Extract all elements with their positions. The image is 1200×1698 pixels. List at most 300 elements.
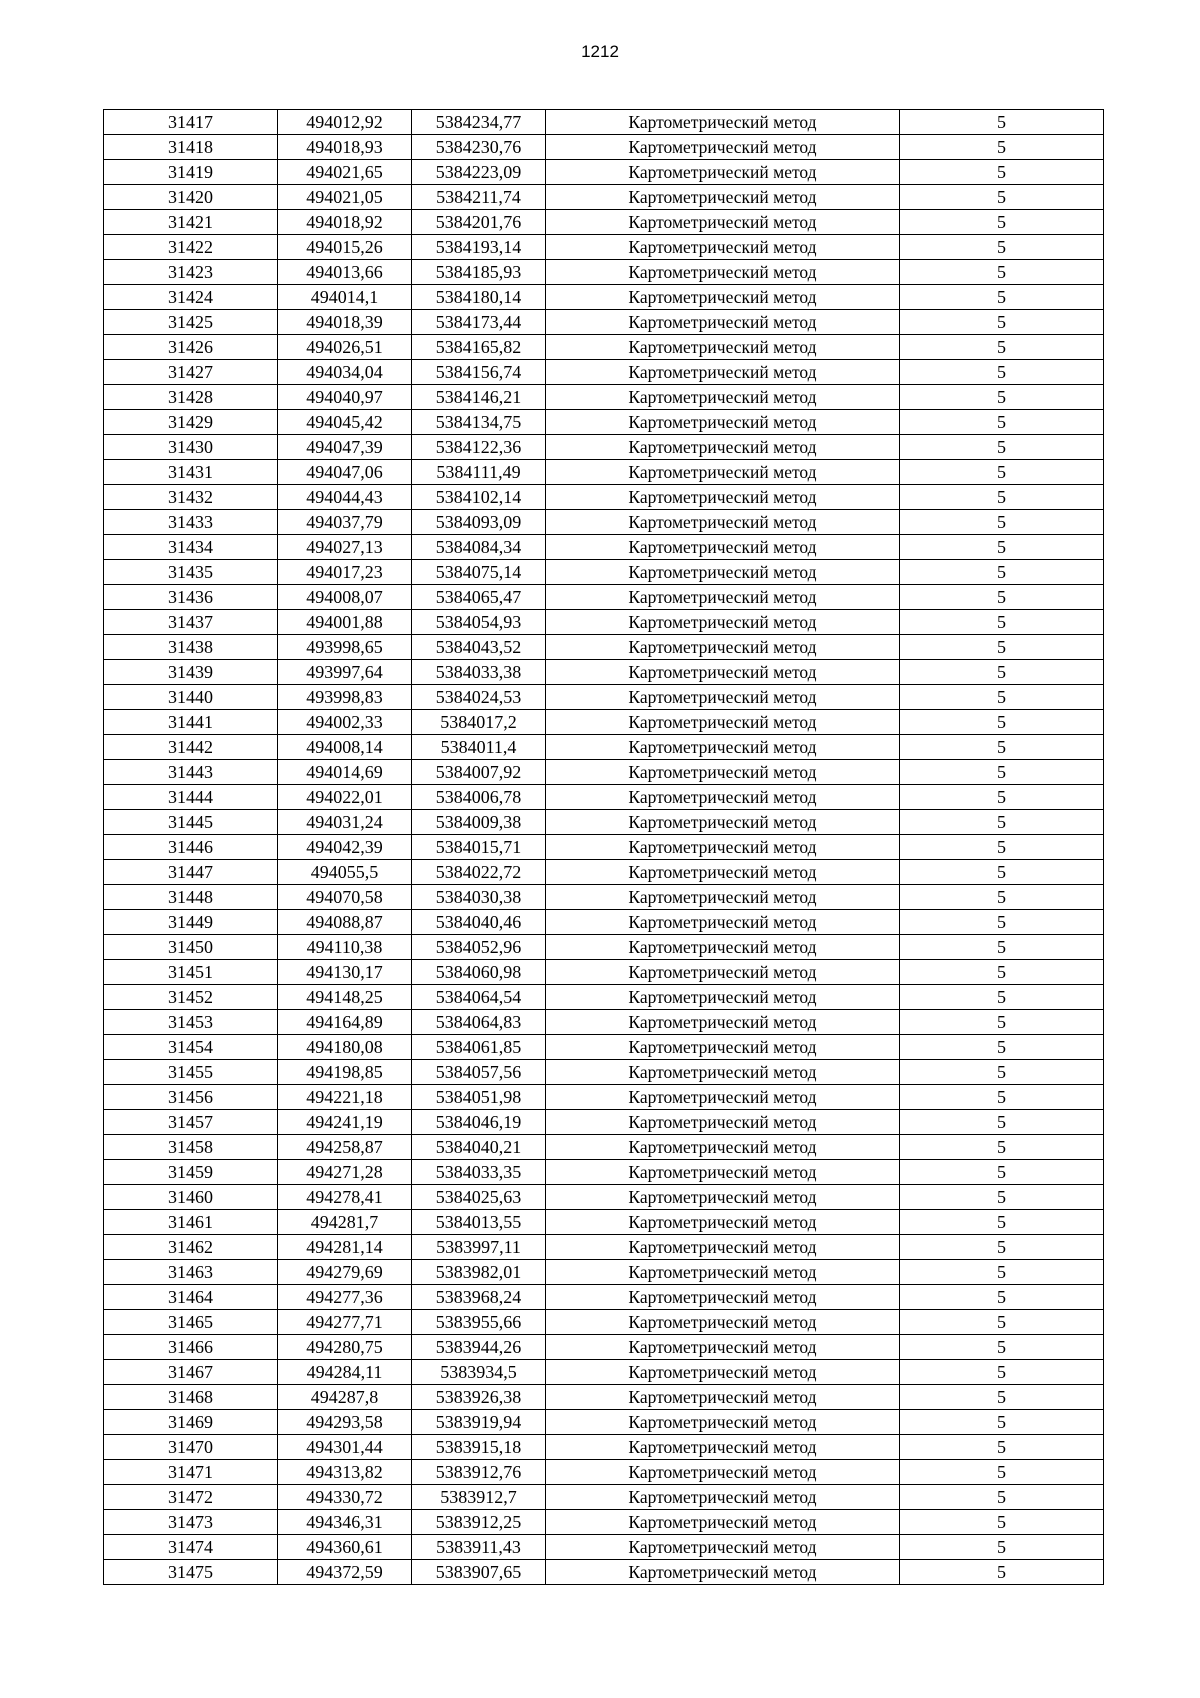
y-coordinate-cell: 5384017,2 [412,710,546,735]
point-number-cell: 31439 [104,660,278,685]
y-coordinate-cell: 5384230,76 [412,135,546,160]
point-number-cell: 31420 [104,185,278,210]
accuracy-cell: 5 [900,760,1104,785]
accuracy-cell: 5 [900,860,1104,885]
x-coordinate-cell: 494021,05 [278,185,412,210]
x-coordinate-cell: 494026,51 [278,335,412,360]
point-number-cell: 31433 [104,510,278,535]
x-coordinate-cell: 494241,19 [278,1110,412,1135]
table-row [104,935,1104,960]
method-cell: Картометрический метод [546,785,900,810]
method-cell: Картометрический метод [546,1185,900,1210]
y-coordinate-cell: 5384075,14 [412,560,546,585]
method-cell: Картометрический метод [546,335,900,360]
accuracy-cell: 5 [900,1310,1104,1335]
x-coordinate-cell: 494130,17 [278,960,412,985]
table-row [104,1460,1104,1485]
point-number-cell: 31438 [104,635,278,660]
method-cell: Картометрический метод [546,1335,900,1360]
method-cell: Картометрический метод [546,660,900,685]
point-number-cell: 31442 [104,735,278,760]
table-row [104,435,1104,460]
page-number: 1212 [581,42,619,61]
x-coordinate-cell: 493998,83 [278,685,412,710]
x-coordinate-cell: 494278,41 [278,1185,412,1210]
method-cell: Картометрический метод [546,185,900,210]
table-row [104,835,1104,860]
accuracy-cell: 5 [900,360,1104,385]
table-row [104,560,1104,585]
x-coordinate-cell: 494055,5 [278,860,412,885]
y-coordinate-cell: 5384025,63 [412,1185,546,1210]
accuracy-cell: 5 [900,1335,1104,1360]
method-cell: Картометрический метод [546,1385,900,1410]
point-number-cell: 31422 [104,235,278,260]
y-coordinate-cell: 5384185,93 [412,260,546,285]
x-coordinate-cell: 494277,36 [278,1285,412,1310]
x-coordinate-cell: 494021,65 [278,160,412,185]
y-coordinate-cell: 5384015,71 [412,835,546,860]
x-coordinate-cell: 494293,58 [278,1410,412,1435]
point-number-cell: 31421 [104,210,278,235]
method-cell: Картометрический метод [546,560,900,585]
method-cell: Картометрический метод [546,860,900,885]
x-coordinate-cell: 494002,33 [278,710,412,735]
method-cell: Картометрический метод [546,1310,900,1335]
method-cell: Картометрический метод [546,1160,900,1185]
point-number-cell: 31448 [104,885,278,910]
table-row [104,635,1104,660]
y-coordinate-cell: 5383982,01 [412,1260,546,1285]
x-coordinate-cell: 494027,13 [278,535,412,560]
accuracy-cell: 5 [900,910,1104,935]
x-coordinate-cell: 494018,93 [278,135,412,160]
accuracy-cell: 5 [900,1035,1104,1060]
x-coordinate-cell: 494031,24 [278,810,412,835]
point-number-cell: 31426 [104,335,278,360]
y-coordinate-cell: 5384093,09 [412,510,546,535]
point-number-cell: 31452 [104,985,278,1010]
point-number-cell: 31458 [104,1135,278,1160]
accuracy-cell: 5 [900,635,1104,660]
method-cell: Картометрический метод [546,1110,900,1135]
point-number-cell: 31432 [104,485,278,510]
y-coordinate-cell: 5384024,53 [412,685,546,710]
table-row [104,960,1104,985]
accuracy-cell: 5 [900,485,1104,510]
table-row [104,235,1104,260]
method-cell: Картометрический метод [546,1210,900,1235]
table-row [104,160,1104,185]
method-cell: Картометрический метод [546,1135,900,1160]
point-number-cell: 31436 [104,585,278,610]
table-row [104,1235,1104,1260]
table-row [104,785,1104,810]
point-number-cell: 31443 [104,760,278,785]
point-number-cell: 31428 [104,385,278,410]
accuracy-cell: 5 [900,1510,1104,1535]
point-number-cell: 31435 [104,560,278,585]
point-number-cell: 31449 [104,910,278,935]
accuracy-cell: 5 [900,160,1104,185]
accuracy-cell: 5 [900,1535,1104,1560]
point-number-cell: 31462 [104,1235,278,1260]
method-cell: Картометрический метод [546,985,900,1010]
table-row [104,535,1104,560]
y-coordinate-cell: 5384065,47 [412,585,546,610]
x-coordinate-cell: 494360,61 [278,1535,412,1560]
x-coordinate-cell: 494017,23 [278,560,412,585]
accuracy-cell: 5 [900,1210,1104,1235]
accuracy-cell: 5 [900,610,1104,635]
table-row [104,1010,1104,1035]
y-coordinate-cell: 5383915,18 [412,1435,546,1460]
table-row [104,1135,1104,1160]
method-cell: Картометрический метод [546,385,900,410]
point-number-cell: 31459 [104,1160,278,1185]
accuracy-cell: 5 [900,310,1104,335]
y-coordinate-cell: 5384122,36 [412,435,546,460]
accuracy-cell: 5 [900,585,1104,610]
table-row [104,385,1104,410]
table-row [104,1285,1104,1310]
y-coordinate-cell: 5383968,24 [412,1285,546,1310]
table-row [104,1485,1104,1510]
x-coordinate-cell: 494280,75 [278,1335,412,1360]
accuracy-cell: 5 [900,1185,1104,1210]
x-coordinate-cell: 493997,64 [278,660,412,685]
y-coordinate-cell: 5384165,82 [412,335,546,360]
method-cell: Картометрический метод [546,1485,900,1510]
x-coordinate-cell: 494013,66 [278,260,412,285]
method-cell: Картометрический метод [546,1085,900,1110]
method-cell: Картометрический метод [546,935,900,960]
point-number-cell: 31427 [104,360,278,385]
x-coordinate-cell: 494022,01 [278,785,412,810]
y-coordinate-cell: 5384211,74 [412,185,546,210]
method-cell: Картометрический метод [546,360,900,385]
y-coordinate-cell: 5384043,52 [412,635,546,660]
y-coordinate-cell: 5383926,38 [412,1385,546,1410]
x-coordinate-cell: 494301,44 [278,1435,412,1460]
y-coordinate-cell: 5383955,66 [412,1310,546,1335]
method-cell: Картометрический метод [546,585,900,610]
accuracy-cell: 5 [900,685,1104,710]
accuracy-cell: 5 [900,935,1104,960]
method-cell: Картометрический метод [546,885,900,910]
accuracy-cell: 5 [900,1410,1104,1435]
method-cell: Картометрический метод [546,260,900,285]
y-coordinate-cell: 5384054,93 [412,610,546,635]
accuracy-cell: 5 [900,1060,1104,1085]
table-row [104,585,1104,610]
accuracy-cell: 5 [900,260,1104,285]
method-cell: Картометрический метод [546,485,900,510]
x-coordinate-cell: 494018,92 [278,210,412,235]
accuracy-cell: 5 [900,185,1104,210]
x-coordinate-cell: 494198,85 [278,1060,412,1085]
y-coordinate-cell: 5384064,83 [412,1010,546,1035]
method-cell: Картометрический метод [546,1260,900,1285]
y-coordinate-cell: 5384173,44 [412,310,546,335]
method-cell: Картометрический метод [546,160,900,185]
point-number-cell: 31423 [104,260,278,285]
accuracy-cell: 5 [900,135,1104,160]
method-cell: Картометрический метод [546,1435,900,1460]
y-coordinate-cell: 5384134,75 [412,410,546,435]
point-number-cell: 31453 [104,1010,278,1035]
x-coordinate-cell: 494012,92 [278,110,412,135]
accuracy-cell: 5 [900,1085,1104,1110]
accuracy-cell: 5 [900,510,1104,535]
y-coordinate-cell: 5384057,56 [412,1060,546,1085]
y-coordinate-cell: 5383997,11 [412,1235,546,1260]
method-cell: Картометрический метод [546,1285,900,1310]
x-coordinate-cell: 494284,11 [278,1360,412,1385]
y-coordinate-cell: 5384201,76 [412,210,546,235]
point-number-cell: 31469 [104,1410,278,1435]
y-coordinate-cell: 5383912,25 [412,1510,546,1535]
table-row [104,660,1104,685]
y-coordinate-cell: 5384009,38 [412,810,546,835]
x-coordinate-cell: 494018,39 [278,310,412,335]
table-row [104,1185,1104,1210]
y-coordinate-cell: 5384156,74 [412,360,546,385]
y-coordinate-cell: 5384006,78 [412,785,546,810]
accuracy-cell: 5 [900,285,1104,310]
point-number-cell: 31424 [104,285,278,310]
point-number-cell: 31446 [104,835,278,860]
y-coordinate-cell: 5384193,14 [412,235,546,260]
accuracy-cell: 5 [900,1160,1104,1185]
table-row [104,910,1104,935]
method-cell: Картометрический метод [546,535,900,560]
table-row [104,1060,1104,1085]
point-number-cell: 31418 [104,135,278,160]
y-coordinate-cell: 5383934,5 [412,1360,546,1385]
accuracy-cell: 5 [900,335,1104,360]
x-coordinate-cell: 494148,25 [278,985,412,1010]
y-coordinate-cell: 5384180,14 [412,285,546,310]
point-number-cell: 31475 [104,1560,278,1585]
table-row [104,1410,1104,1435]
x-coordinate-cell: 494287,8 [278,1385,412,1410]
table-row [104,1085,1104,1110]
method-cell: Картометрический метод [546,1560,900,1585]
y-coordinate-cell: 5383944,26 [412,1335,546,1360]
method-cell: Картометрический метод [546,1235,900,1260]
table-row [104,710,1104,735]
point-number-cell: 31441 [104,710,278,735]
x-coordinate-cell: 494110,38 [278,935,412,960]
point-number-cell: 31468 [104,1385,278,1410]
accuracy-cell: 5 [900,235,1104,260]
y-coordinate-cell: 5384084,34 [412,535,546,560]
accuracy-cell: 5 [900,110,1104,135]
table-row [104,285,1104,310]
accuracy-cell: 5 [900,1385,1104,1410]
point-number-cell: 31437 [104,610,278,635]
accuracy-cell: 5 [900,710,1104,735]
table-row [104,210,1104,235]
method-cell: Картометрический метод [546,610,900,635]
y-coordinate-cell: 5384060,98 [412,960,546,985]
y-coordinate-cell: 5383911,43 [412,1535,546,1560]
y-coordinate-cell: 5384064,54 [412,985,546,1010]
table-row [104,185,1104,210]
point-number-cell: 31417 [104,110,278,135]
table-row [104,135,1104,160]
y-coordinate-cell: 5384007,92 [412,760,546,785]
point-number-cell: 31464 [104,1285,278,1310]
point-number-cell: 31461 [104,1210,278,1235]
x-coordinate-cell: 494044,43 [278,485,412,510]
point-number-cell: 31466 [104,1335,278,1360]
method-cell: Картометрический метод [546,460,900,485]
method-cell: Картометрический метод [546,1035,900,1060]
point-number-cell: 31447 [104,860,278,885]
table-row [104,810,1104,835]
x-coordinate-cell: 494258,87 [278,1135,412,1160]
x-coordinate-cell: 494037,79 [278,510,412,535]
method-cell: Картометрический метод [546,1460,900,1485]
point-number-cell: 31451 [104,960,278,985]
y-coordinate-cell: 5384046,19 [412,1110,546,1135]
coordinates-table [103,109,1104,1585]
table-row [104,460,1104,485]
point-number-cell: 31470 [104,1435,278,1460]
point-number-cell: 31472 [104,1485,278,1510]
table-row [104,1110,1104,1135]
point-number-cell: 31445 [104,810,278,835]
method-cell: Картометрический метод [546,1010,900,1035]
x-coordinate-cell: 494040,97 [278,385,412,410]
accuracy-cell: 5 [900,435,1104,460]
x-coordinate-cell: 494281,7 [278,1210,412,1235]
x-coordinate-cell: 494088,87 [278,910,412,935]
table-row [104,510,1104,535]
accuracy-cell: 5 [900,885,1104,910]
accuracy-cell: 5 [900,1135,1104,1160]
table-row [104,610,1104,635]
accuracy-cell: 5 [900,1560,1104,1585]
accuracy-cell: 5 [900,835,1104,860]
y-coordinate-cell: 5384040,21 [412,1135,546,1160]
accuracy-cell: 5 [900,985,1104,1010]
point-number-cell: 31434 [104,535,278,560]
point-number-cell: 31460 [104,1185,278,1210]
table-row [104,110,1104,135]
accuracy-cell: 5 [900,385,1104,410]
accuracy-cell: 5 [900,410,1104,435]
table-row [104,1510,1104,1535]
accuracy-cell: 5 [900,1485,1104,1510]
point-number-cell: 31471 [104,1460,278,1485]
point-number-cell: 31454 [104,1035,278,1060]
method-cell: Картометрический метод [546,635,900,660]
x-coordinate-cell: 493998,65 [278,635,412,660]
table-row [104,1335,1104,1360]
method-cell: Картометрический метод [546,735,900,760]
x-coordinate-cell: 494014,1 [278,285,412,310]
accuracy-cell: 5 [900,1460,1104,1485]
table-row [104,1035,1104,1060]
y-coordinate-cell: 5384033,35 [412,1160,546,1185]
table-row [104,760,1104,785]
y-coordinate-cell: 5384033,38 [412,660,546,685]
y-coordinate-cell: 5384146,21 [412,385,546,410]
point-number-cell: 31431 [104,460,278,485]
x-coordinate-cell: 494330,72 [278,1485,412,1510]
y-coordinate-cell: 5384234,77 [412,110,546,135]
x-coordinate-cell: 494047,39 [278,435,412,460]
point-number-cell: 31473 [104,1510,278,1535]
table-row [104,1435,1104,1460]
x-coordinate-cell: 494047,06 [278,460,412,485]
y-coordinate-cell: 5384223,09 [412,160,546,185]
method-cell: Картометрический метод [546,710,900,735]
table-row [104,985,1104,1010]
accuracy-cell: 5 [900,1010,1104,1035]
x-coordinate-cell: 494045,42 [278,410,412,435]
method-cell: Картометрический метод [546,1360,900,1385]
method-cell: Картометрический метод [546,1060,900,1085]
point-number-cell: 31455 [104,1060,278,1085]
x-coordinate-cell: 494221,18 [278,1085,412,1110]
y-coordinate-cell: 5384022,72 [412,860,546,885]
x-coordinate-cell: 494014,69 [278,760,412,785]
method-cell: Картометрический метод [546,685,900,710]
method-cell: Картометрический метод [546,135,900,160]
method-cell: Картометрический метод [546,810,900,835]
y-coordinate-cell: 5384051,98 [412,1085,546,1110]
method-cell: Картометрический метод [546,835,900,860]
method-cell: Картометрический метод [546,510,900,535]
table-row [104,1535,1104,1560]
table-row [104,335,1104,360]
table-row [104,410,1104,435]
table-row [104,1210,1104,1235]
table-row [104,260,1104,285]
accuracy-cell: 5 [900,535,1104,560]
accuracy-cell: 5 [900,735,1104,760]
table-row [104,1310,1104,1335]
y-coordinate-cell: 5383912,76 [412,1460,546,1485]
point-number-cell: 31463 [104,1260,278,1285]
table-row [104,1260,1104,1285]
point-number-cell: 31450 [104,935,278,960]
table-row [104,360,1104,385]
table-row [104,735,1104,760]
accuracy-cell: 5 [900,1285,1104,1310]
x-coordinate-cell: 494313,82 [278,1460,412,1485]
accuracy-cell: 5 [900,560,1104,585]
point-number-cell: 31425 [104,310,278,335]
y-coordinate-cell: 5384013,55 [412,1210,546,1235]
point-number-cell: 31457 [104,1110,278,1135]
point-number-cell: 31467 [104,1360,278,1385]
accuracy-cell: 5 [900,810,1104,835]
point-number-cell: 31419 [104,160,278,185]
x-coordinate-cell: 494001,88 [278,610,412,635]
x-coordinate-cell: 494008,07 [278,585,412,610]
y-coordinate-cell: 5384030,38 [412,885,546,910]
method-cell: Картометрический метод [546,760,900,785]
table-row [104,885,1104,910]
x-coordinate-cell: 494271,28 [278,1160,412,1185]
accuracy-cell: 5 [900,660,1104,685]
table-row [104,310,1104,335]
